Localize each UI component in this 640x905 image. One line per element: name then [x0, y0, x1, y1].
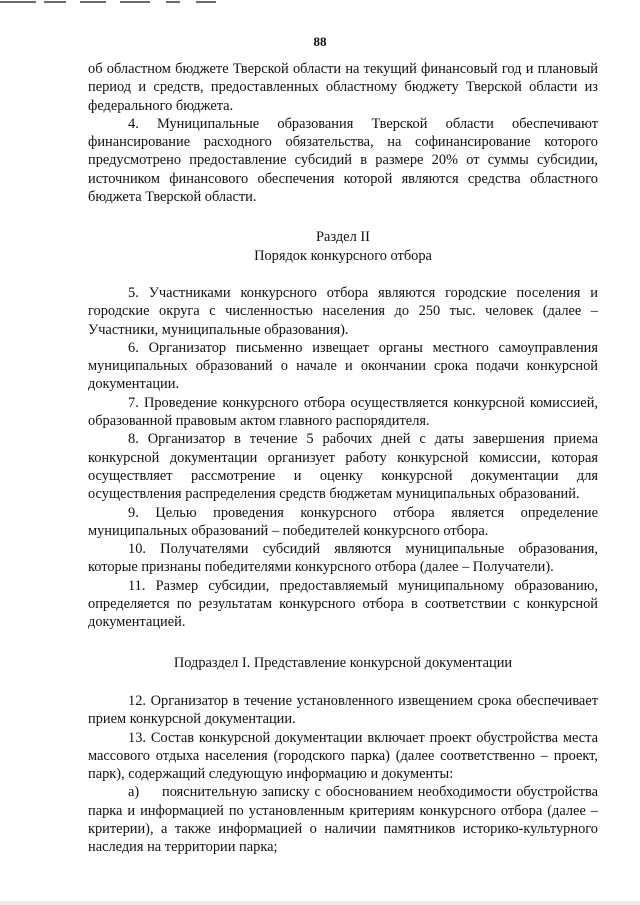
paragraph-11: 11. Размер субсидии, предоставляемый муниципальному образованию, определяется по результатам конкурсного отбора в соответствии с конкурсной документацией. — [88, 577, 598, 631]
scan-bottom-edge — [0, 901, 640, 905]
list-item-letter: а) — [128, 784, 140, 801]
list-item-text: пояснительную записку с обоснованием необходимости обустройства парка и информацией по установленным критериям конкурсного отбора (далее – критерии), а также информацией о наличии памятников историко-культурного наследия на территории парка; — [88, 784, 598, 856]
paragraph-5: 5. Участниками конкурсного отбора являются городские поселения и городские округа с численностью населения до 250 тыс. человек (далее – Участники, муниципальные образования). — [88, 284, 598, 338]
paragraph-8: 8. Организатор в течение 5 рабочих дней с даты завершения приема конкурсной документации организует работу конкурсной комиссии, которая осуществляет рассмотрение и оценку конкурсной документации для осуществления распределения средств бюджетам муниципальных образований. — [88, 431, 598, 503]
paragraph-13: 13. Состав конкурсной документации включает проект обустройства места массового отдыха населения (городского парка) (далее соответственно – проект, парк), содержащий следующую информацию и документы: — [88, 729, 598, 783]
list-item-a — [88, 783, 598, 856]
document-body — [88, 60, 598, 857]
paragraph-12: 12. Организатор в течение установленного извещением срока обеспечивает прием конкурсной документации. — [88, 692, 598, 728]
section-title: Раздел II — [316, 229, 370, 246]
scan-top-edge — [0, 0, 640, 5]
paragraph-7: 7. Проведение конкурсного отбора осуществляется конкурсной комиссией, образованной правовым актом главного распорядителя. — [88, 394, 598, 430]
paragraph-4: 4. Муниципальные образования Тверской области обеспечивают финансирование расходного обязательства, на софинансирование которого предусмотрено предоставление субсидий в размере 20% от суммы субсидии, источником финансового обеспечения которой являются средства областного бюджета Тверской области. — [88, 115, 598, 206]
paragraph-continuation: об областном бюджете Тверской области на текущий финансовый год и плановый период и средств, предоставленных областному бюджету Тверской области из федерального бюджета. — [88, 61, 598, 114]
page-number: 88 — [313, 34, 327, 49]
subsection-title: Подраздел I. Представление конкурсной документации — [173, 654, 513, 671]
paragraph-9: 9. Целью проведения конкурсного отбора является определение муниципальных образований – победителей конкурсного отбора. — [88, 504, 598, 539]
paragraph-6: 6. Организатор письменно извещает органы местного самоуправления муниципальных образований о начале и окончании срока подачи конкурсной документации. — [88, 339, 598, 393]
section-subtitle: Порядок конкурсного отбора — [254, 247, 432, 264]
paragraph-10: 10. Получателями субсидий являются муниципальные образования, которые признаны победителями конкурсного отбора (далее – Получатели). — [88, 541, 598, 576]
